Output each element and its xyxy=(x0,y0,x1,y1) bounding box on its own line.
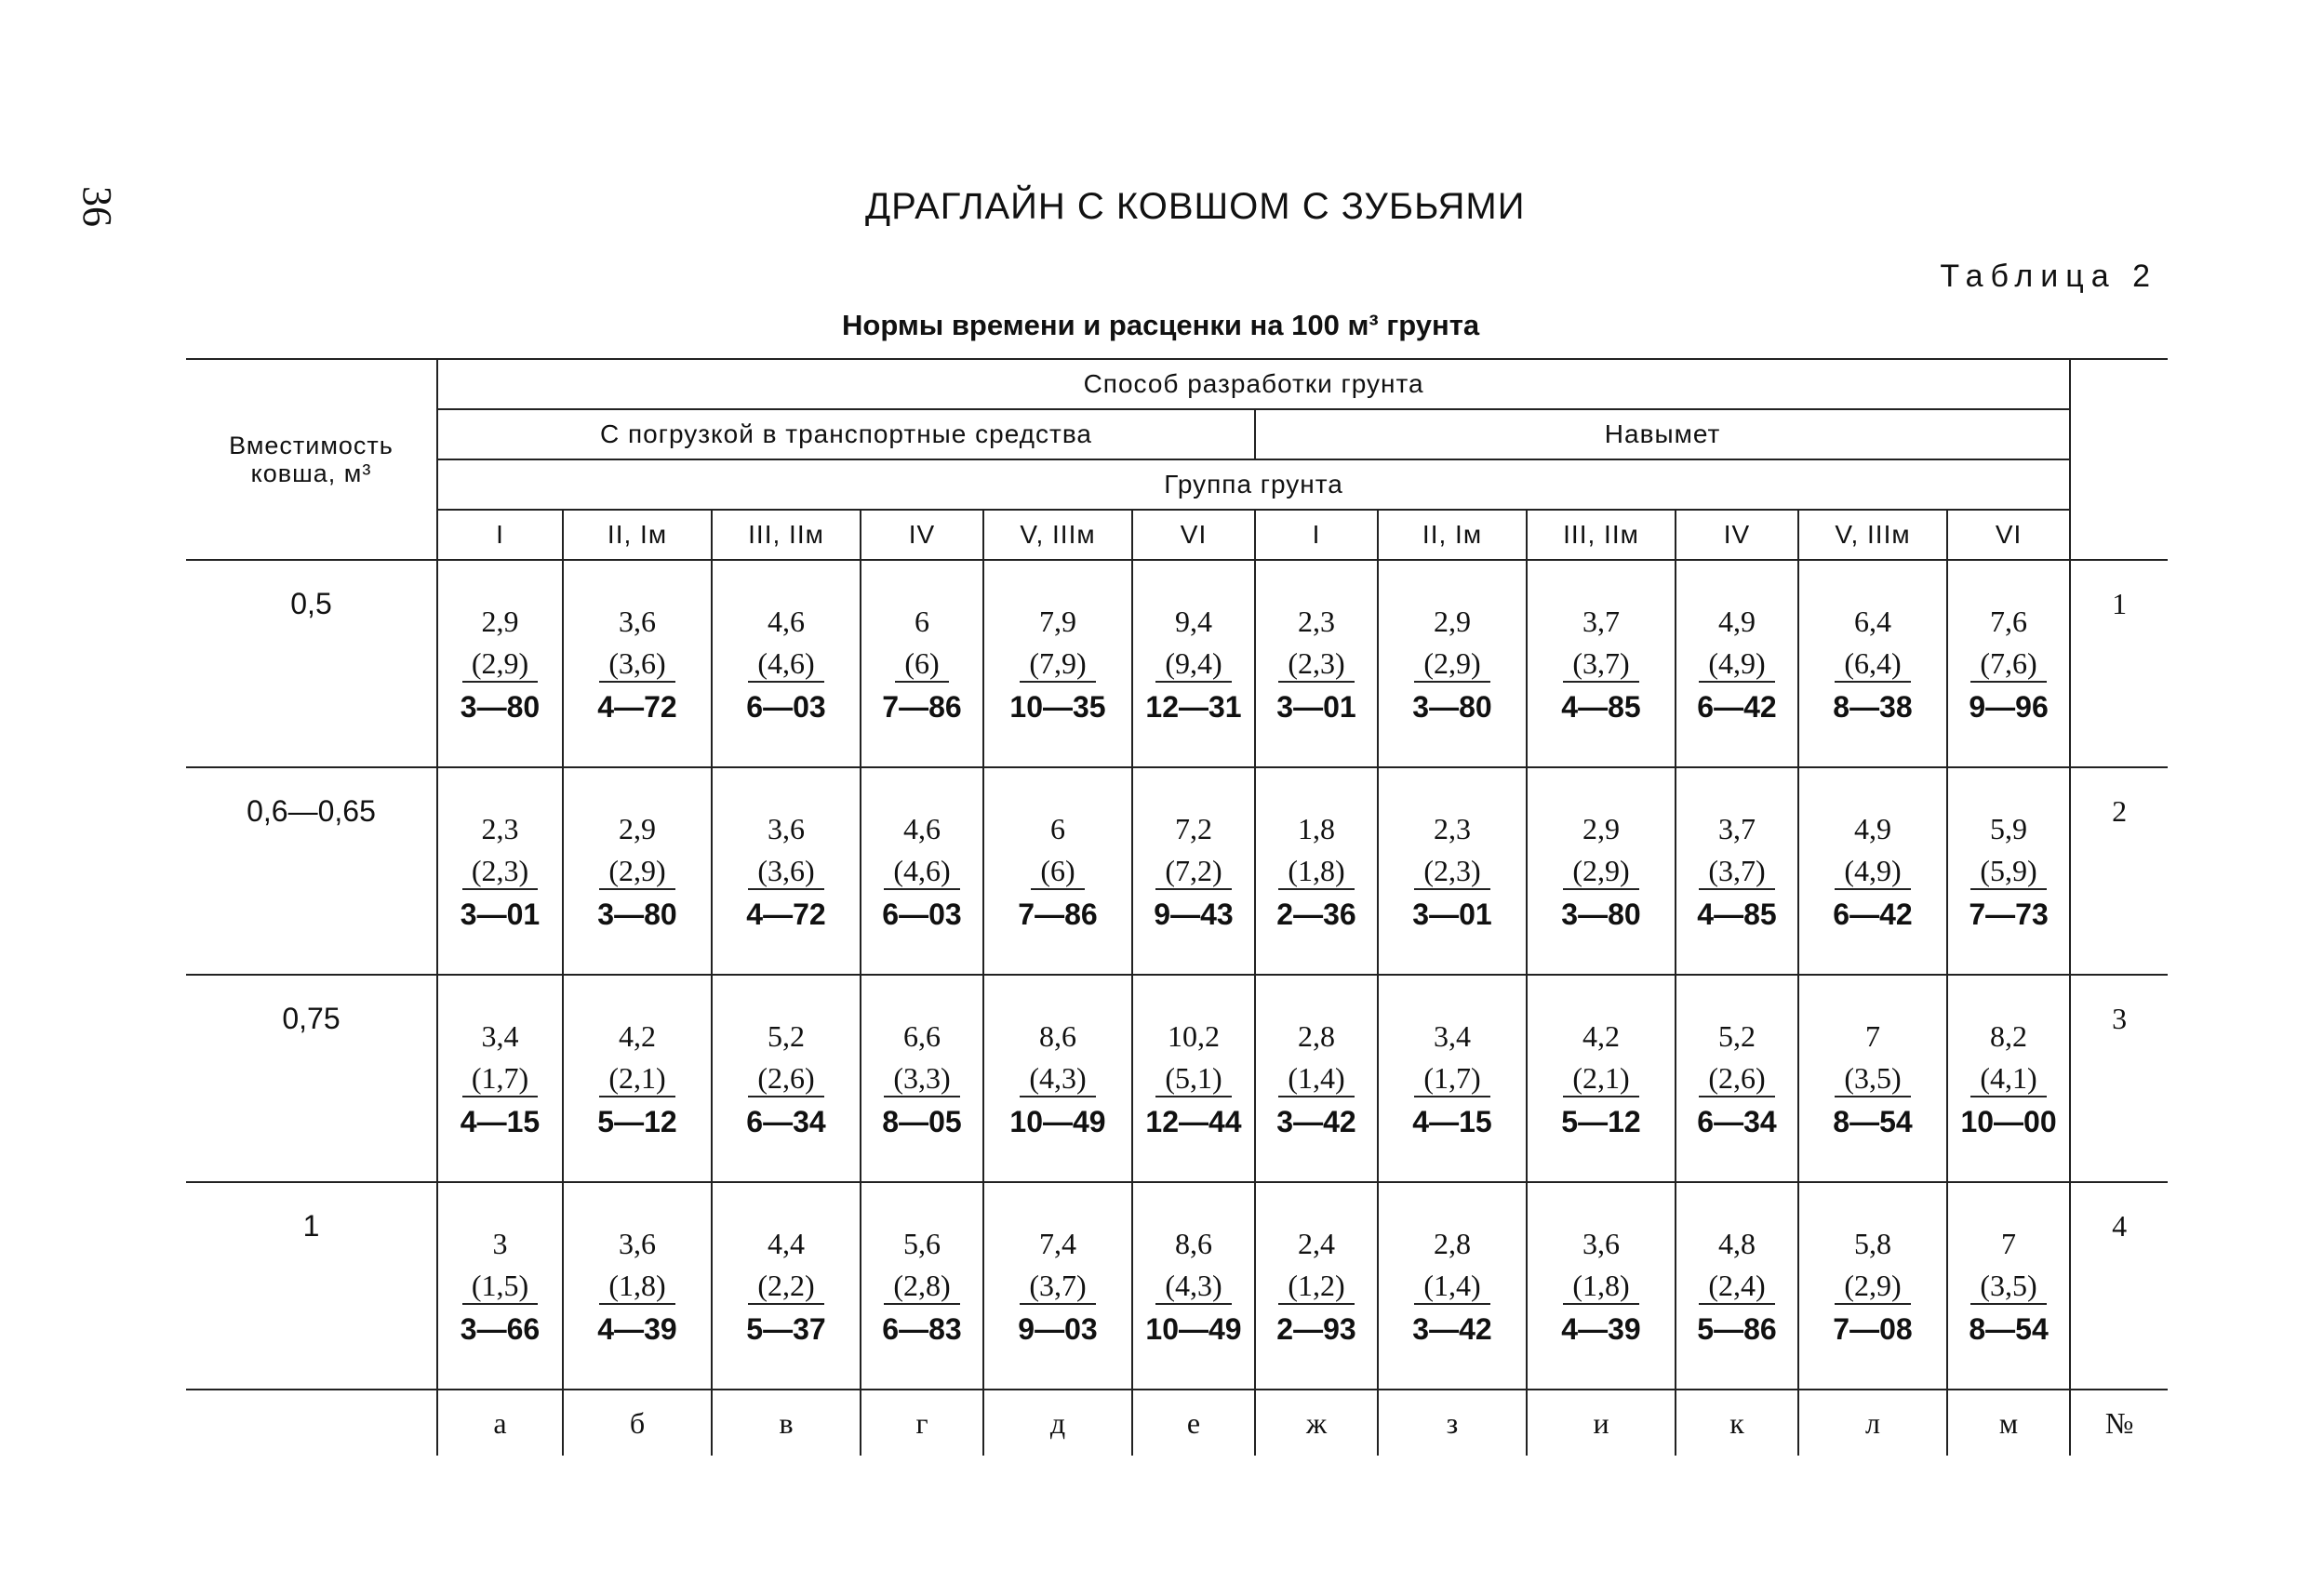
norm-cell xyxy=(1527,767,1676,975)
norm-cell xyxy=(437,767,563,975)
machinist-norm: (6) xyxy=(895,645,948,683)
soil-group-col-header: IV xyxy=(861,510,983,560)
norm-cell xyxy=(1527,560,1676,767)
norm-cell xyxy=(1378,1182,1527,1390)
capacity-header: Вместимость ковша, м³ xyxy=(186,359,437,560)
machinist-norm: (7,9) xyxy=(1020,645,1095,683)
rate: 5—12 xyxy=(1561,1104,1641,1138)
letters-row xyxy=(186,1390,2168,1456)
machinist-norm: (5,9) xyxy=(1970,853,2046,890)
time-norm: 4,4 xyxy=(768,1226,805,1260)
machinist-norm: (6,4) xyxy=(1835,645,1910,683)
machinist-norm: (9,4) xyxy=(1155,645,1231,683)
capacity-cell: 0,75 xyxy=(186,975,437,1182)
capacity-cell: 1 xyxy=(186,1182,437,1390)
norm-cell xyxy=(437,1182,563,1390)
norm-cell xyxy=(563,767,712,975)
rate: 8—54 xyxy=(1833,1104,1913,1138)
with-loading-header: С погрузкой в транспортные средства xyxy=(437,409,1255,459)
soil-group-col-header: I xyxy=(1255,510,1378,560)
machinist-norm: (2,3) xyxy=(1414,853,1489,890)
machinist-norm: (2,6) xyxy=(748,1060,823,1097)
time-norm: 3,6 xyxy=(619,604,656,638)
time-norm: 2,9 xyxy=(1434,604,1471,638)
machinist-norm: (2,1) xyxy=(599,1060,674,1097)
table-row xyxy=(186,975,2168,1182)
rate: 3—01 xyxy=(1276,689,1356,724)
norm-cell xyxy=(1947,560,2070,767)
page-title: ДРАГЛАЙН С КОВШОМ С ЗУБЬЯМИ xyxy=(865,186,1526,227)
rate: 3—42 xyxy=(1412,1311,1492,1346)
rate: 4—39 xyxy=(597,1311,677,1346)
time-norm: 2,8 xyxy=(1434,1226,1471,1260)
time-norm: 5,8 xyxy=(1854,1226,1891,1260)
column-letter: а xyxy=(437,1390,563,1456)
machinist-norm: (1,5) xyxy=(462,1268,538,1305)
machinist-norm: (2,2) xyxy=(748,1268,823,1305)
rate: 6—42 xyxy=(1833,897,1913,931)
to-dump-header: Навымет xyxy=(1255,409,2070,459)
time-norm: 6,6 xyxy=(903,1018,941,1053)
norm-cell xyxy=(1798,1182,1947,1390)
machinist-norm: (3,3) xyxy=(884,1060,959,1097)
column-letter: з xyxy=(1378,1390,1527,1456)
groups-row xyxy=(186,510,2168,560)
machinist-norm: (2,9) xyxy=(462,645,538,683)
rate: 4—72 xyxy=(597,689,677,724)
table-row xyxy=(186,767,2168,975)
time-norm: 7,2 xyxy=(1175,811,1212,845)
machinist-norm: (2,4) xyxy=(1699,1268,1774,1305)
machinist-norm: (7,2) xyxy=(1155,853,1231,890)
machinist-norm: (3,6) xyxy=(599,645,674,683)
machinist-norm: (3,5) xyxy=(1835,1060,1910,1097)
rate: 3—80 xyxy=(460,689,541,724)
norm-cell xyxy=(983,767,1132,975)
time-norm: 5,6 xyxy=(903,1226,941,1260)
rate: 4—85 xyxy=(1697,897,1777,931)
time-norm: 3,4 xyxy=(481,1018,519,1053)
rate: 7—73 xyxy=(1969,897,2049,931)
norm-cell xyxy=(563,1182,712,1390)
soil-group-col-header: VI xyxy=(1132,510,1255,560)
time-norm: 7 xyxy=(1865,1018,1880,1053)
rate: 12—31 xyxy=(1145,689,1242,724)
column-letter: е xyxy=(1132,1390,1255,1456)
num-label: № xyxy=(2070,1390,2168,1456)
rate: 10—49 xyxy=(1009,1104,1106,1138)
machinist-norm: (4,3) xyxy=(1020,1060,1095,1097)
page-number: 36 xyxy=(74,186,120,227)
norm-cell xyxy=(712,1182,861,1390)
time-norm: 4,2 xyxy=(619,1018,656,1053)
column-letter: л xyxy=(1798,1390,1947,1456)
machinist-norm: (4,6) xyxy=(884,853,959,890)
time-norm: 3,6 xyxy=(1582,1226,1620,1260)
soil-group-col-header: III, IIм xyxy=(1527,510,1676,560)
rate: 6—03 xyxy=(882,897,962,931)
rate: 6—83 xyxy=(882,1311,962,1346)
machinist-norm: (2,9) xyxy=(1414,645,1489,683)
time-norm: 5,2 xyxy=(768,1018,805,1053)
norm-cell xyxy=(1798,975,1947,1182)
machinist-norm: (1,4) xyxy=(1278,1060,1354,1097)
machinist-norm: (2,9) xyxy=(1563,853,1638,890)
time-norm: 3,7 xyxy=(1718,811,1756,845)
rate: 8—38 xyxy=(1833,689,1913,724)
norm-cell xyxy=(861,1182,983,1390)
soil-group-col-header: V, IIIм xyxy=(1798,510,1947,560)
machinist-norm: (3,7) xyxy=(1020,1268,1095,1305)
machinist-norm: (4,1) xyxy=(1970,1060,2046,1097)
rate: 4—85 xyxy=(1561,689,1641,724)
rate: 4—72 xyxy=(746,897,826,931)
time-norm: 5,2 xyxy=(1718,1018,1756,1053)
time-norm: 2,4 xyxy=(1298,1226,1335,1260)
rate: 6—03 xyxy=(746,689,826,724)
data-body xyxy=(186,560,2168,1390)
norm-cell xyxy=(1947,767,2070,975)
machinist-norm: (2,6) xyxy=(1699,1060,1774,1097)
rate: 8—54 xyxy=(1969,1311,2049,1346)
norm-cell xyxy=(1798,560,1947,767)
machinist-norm: (2,1) xyxy=(1563,1060,1638,1097)
time-norm: 3,6 xyxy=(768,811,805,845)
time-norm: 2,9 xyxy=(1582,811,1620,845)
rate: 6—42 xyxy=(1697,689,1777,724)
machinist-norm: (1,8) xyxy=(599,1268,674,1305)
time-norm: 2,3 xyxy=(1434,811,1471,845)
time-norm: 1,8 xyxy=(1298,811,1335,845)
norm-cell xyxy=(1947,975,2070,1182)
time-norm: 3,6 xyxy=(619,1226,656,1260)
norm-cell xyxy=(1676,975,1798,1182)
time-norm: 9,4 xyxy=(1175,604,1212,638)
norm-cell xyxy=(712,975,861,1182)
time-norm: 2,3 xyxy=(1298,604,1335,638)
time-norm: 4,2 xyxy=(1582,1018,1620,1053)
rate: 6—34 xyxy=(746,1104,826,1138)
row-number: 1 xyxy=(2070,560,2168,767)
machinist-norm: (1,7) xyxy=(1414,1060,1489,1097)
machinist-norm: (3,7) xyxy=(1563,645,1638,683)
machinist-norm: (2,8) xyxy=(884,1268,959,1305)
method-header: Способ разработки грунта xyxy=(437,359,2070,409)
time-norm: 8,6 xyxy=(1039,1018,1076,1053)
norm-cell xyxy=(712,767,861,975)
column-letter: к xyxy=(1676,1390,1798,1456)
time-norm: 4,6 xyxy=(903,811,941,845)
rate: 3—66 xyxy=(460,1311,541,1346)
time-norm: 3,7 xyxy=(1582,604,1620,638)
norm-cell xyxy=(1132,975,1255,1182)
rate: 10—49 xyxy=(1145,1311,1242,1346)
time-norm: 5,9 xyxy=(1990,811,2028,845)
norm-cell xyxy=(1378,767,1527,975)
norm-cell xyxy=(861,975,983,1182)
norm-cell xyxy=(1947,1182,2070,1390)
table-label: Таблица 2 xyxy=(1940,259,2157,294)
machinist-norm: (3,7) xyxy=(1699,853,1774,890)
time-norm: 4,6 xyxy=(768,604,805,638)
rate: 7—86 xyxy=(882,689,962,724)
time-norm: 4,9 xyxy=(1854,811,1891,845)
rate: 2—36 xyxy=(1276,897,1356,931)
norm-cell xyxy=(437,560,563,767)
capacity-cell: 0,6—0,65 xyxy=(186,767,437,975)
rate: 4—15 xyxy=(460,1104,541,1138)
machinist-norm: (4,6) xyxy=(748,645,823,683)
norm-cell xyxy=(1676,1182,1798,1390)
time-norm: 4,8 xyxy=(1718,1226,1756,1260)
time-norm: 8,6 xyxy=(1175,1226,1212,1260)
norm-cell xyxy=(712,560,861,767)
machinist-norm: (7,6) xyxy=(1970,645,2046,683)
time-norm: 2,8 xyxy=(1298,1018,1335,1053)
column-letter: м xyxy=(1947,1390,2070,1456)
rate: 3—01 xyxy=(460,897,541,931)
time-norm: 7,6 xyxy=(1990,604,2028,638)
rate: 12—44 xyxy=(1145,1104,1242,1138)
time-norm: 2,9 xyxy=(619,811,656,845)
row-number: 4 xyxy=(2070,1182,2168,1390)
table-row xyxy=(186,1182,2168,1390)
time-norm: 6 xyxy=(915,604,929,638)
column-letter: в xyxy=(712,1390,861,1456)
column-letter: б xyxy=(563,1390,712,1456)
machinist-norm: (1,7) xyxy=(462,1060,538,1097)
time-norm: 7,9 xyxy=(1039,604,1076,638)
norm-cell xyxy=(861,767,983,975)
machinist-norm: (4,9) xyxy=(1699,645,1774,683)
norm-cell xyxy=(1676,767,1798,975)
norms-table xyxy=(186,358,2168,1456)
rate: 7—86 xyxy=(1018,897,1098,931)
norm-cell xyxy=(1255,767,1378,975)
norm-cell xyxy=(563,560,712,767)
time-norm: 2,3 xyxy=(481,811,519,845)
norm-cell xyxy=(861,560,983,767)
norm-cell xyxy=(1132,767,1255,975)
rate: 6—34 xyxy=(1697,1104,1777,1138)
time-norm: 6 xyxy=(1050,811,1065,845)
soil-group-col-header: II, Iм xyxy=(563,510,712,560)
rate: 3—80 xyxy=(1561,897,1641,931)
time-norm: 6,4 xyxy=(1854,604,1891,638)
capacity-cell: 0,5 xyxy=(186,560,437,767)
soil-group-header: Группа грунта xyxy=(437,459,2070,510)
time-norm: 7 xyxy=(2001,1226,2017,1260)
machinist-norm: (2,3) xyxy=(462,853,538,890)
machinist-norm: (3,5) xyxy=(1970,1268,2046,1305)
norm-cell xyxy=(563,975,712,1182)
norm-cell xyxy=(983,975,1132,1182)
time-norm: 7,4 xyxy=(1039,1226,1076,1260)
norm-cell xyxy=(1527,1182,1676,1390)
soil-group-col-header: IV xyxy=(1676,510,1798,560)
time-norm: 10,2 xyxy=(1168,1018,1220,1053)
soil-group-col-header: V, IIIм xyxy=(983,510,1132,560)
norm-cell xyxy=(1255,560,1378,767)
machinist-norm: (4,3) xyxy=(1155,1268,1231,1305)
soil-group-col-header: VI xyxy=(1947,510,2070,560)
time-norm: 8,2 xyxy=(1990,1018,2028,1053)
rate: 10—35 xyxy=(1009,689,1106,724)
row-number: 3 xyxy=(2070,975,2168,1182)
time-norm: 3,4 xyxy=(1434,1018,1471,1053)
rate: 3—01 xyxy=(1412,897,1492,931)
norm-cell xyxy=(1798,767,1947,975)
time-norm: 3 xyxy=(492,1226,508,1260)
letters-blank xyxy=(186,1390,437,1456)
column-letter: г xyxy=(861,1390,983,1456)
norm-cell xyxy=(437,975,563,1182)
rate: 9—96 xyxy=(1969,689,2049,724)
norm-cell xyxy=(1378,560,1527,767)
table-caption: Нормы времени и расценки на 100 м³ грунта xyxy=(842,309,1480,341)
norm-cell xyxy=(1378,975,1527,1182)
machinist-norm: (1,4) xyxy=(1414,1268,1489,1305)
norm-cell xyxy=(1527,975,1676,1182)
num-header-spacer xyxy=(2070,359,2168,560)
rate: 10—00 xyxy=(1960,1104,2057,1138)
norm-cell xyxy=(1255,975,1378,1182)
norm-cell xyxy=(1132,1182,1255,1390)
rate: 5—86 xyxy=(1697,1311,1777,1346)
rate: 3—42 xyxy=(1276,1104,1356,1138)
machinist-norm: (2,9) xyxy=(599,853,674,890)
soil-group-col-header: I xyxy=(437,510,563,560)
rate: 4—15 xyxy=(1412,1104,1492,1138)
rate: 3—80 xyxy=(597,897,677,931)
machinist-norm: (4,9) xyxy=(1835,853,1910,890)
rate: 5—12 xyxy=(597,1104,677,1138)
norm-cell xyxy=(983,1182,1132,1390)
rate: 7—08 xyxy=(1833,1311,1913,1346)
time-norm: 2,9 xyxy=(481,604,519,638)
machinist-norm: (1,2) xyxy=(1278,1268,1354,1305)
soil-group-col-header: III, IIм xyxy=(712,510,861,560)
rate: 8—05 xyxy=(882,1104,962,1138)
rate: 3—80 xyxy=(1412,689,1492,724)
machinist-norm: (2,9) xyxy=(1835,1268,1910,1305)
rate: 9—03 xyxy=(1018,1311,1098,1346)
machinist-norm: (3,6) xyxy=(748,853,823,890)
norm-cell xyxy=(1132,560,1255,767)
column-letter: ж xyxy=(1255,1390,1378,1456)
machinist-norm: (1,8) xyxy=(1278,853,1354,890)
norm-cell xyxy=(1255,1182,1378,1390)
time-norm: 4,9 xyxy=(1718,604,1756,638)
rate: 4—39 xyxy=(1561,1311,1641,1346)
machinist-norm: (6) xyxy=(1031,853,1084,890)
table-row xyxy=(186,560,2168,767)
column-letter: д xyxy=(983,1390,1132,1456)
column-letter: и xyxy=(1527,1390,1676,1456)
norm-cell xyxy=(983,560,1132,767)
row-number: 2 xyxy=(2070,767,2168,975)
soil-group-col-header: II, Iм xyxy=(1378,510,1527,560)
machinist-norm: (2,3) xyxy=(1278,645,1354,683)
rate: 5—37 xyxy=(746,1311,826,1346)
norm-cell xyxy=(1676,560,1798,767)
machinist-norm: (1,8) xyxy=(1563,1268,1638,1305)
machinist-norm: (5,1) xyxy=(1155,1060,1231,1097)
rate: 2—93 xyxy=(1276,1311,1356,1346)
rate: 9—43 xyxy=(1154,897,1234,931)
